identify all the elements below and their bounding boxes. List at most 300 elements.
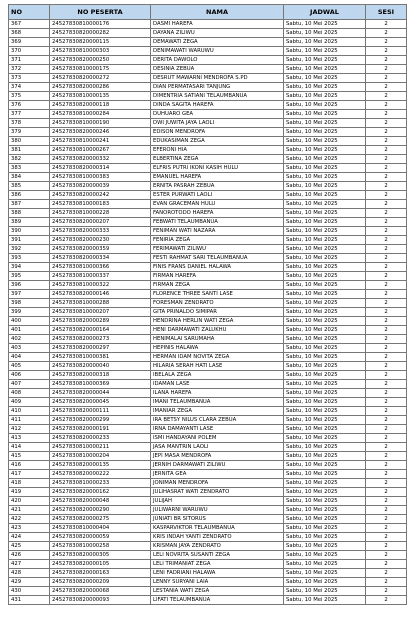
cell-nama: JASA MANTRIN LAOLI xyxy=(151,443,284,452)
cell-sesi: 2 xyxy=(366,254,407,263)
cell-nama: KRIS INDAH YANTI ZENDRATO xyxy=(151,533,284,542)
table-row xyxy=(9,380,407,389)
cell-no-peserta: 24527830820000093 xyxy=(50,596,151,605)
cell-jadwal: Sabtu, 10 Mei 2025 xyxy=(284,389,366,398)
cell-sesi: 2 xyxy=(366,272,407,281)
cell-no-peserta: 24527830820000286 xyxy=(50,83,151,92)
cell-sesi: 2 xyxy=(366,362,407,371)
table-row xyxy=(9,191,407,200)
cell-jadwal: Sabtu, 10 Mei 2025 xyxy=(284,101,366,110)
cell-no-peserta: 24527830810000183 xyxy=(50,200,151,209)
cell-no-peserta: 24527830810000176 xyxy=(50,20,151,29)
table-row xyxy=(9,326,407,335)
table-row xyxy=(9,200,407,209)
cell-no-peserta: 24527830810000211 xyxy=(50,443,151,452)
cell-nama: ELFRIS PUTRI IKONI KASIH HULU xyxy=(151,164,284,173)
cell-sesi: 2 xyxy=(366,398,407,407)
cell-jadwal: Sabtu, 10 Mei 2025 xyxy=(284,317,366,326)
cell-nama: JULIWARNI WARUWU xyxy=(151,506,284,515)
cell-nama: FORESMAN ZENDRATO xyxy=(151,299,284,308)
cell-sesi: 2 xyxy=(366,407,407,416)
cell-sesi: 2 xyxy=(366,164,407,173)
table-row xyxy=(9,542,407,551)
cell-no: 413 xyxy=(9,434,50,443)
cell-sesi: 2 xyxy=(366,470,407,479)
cell-nama: KASPARVIKTOR TELAUMBANUA xyxy=(151,524,284,533)
cell-nama: IRNA DAMAYANTI LASE xyxy=(151,425,284,434)
cell-nama: ESTER PURWATI LAOLI xyxy=(151,191,284,200)
cell-no-peserta: 24527830820000250 xyxy=(50,56,151,65)
cell-nama: DINDA SAGITA HAREFA xyxy=(151,101,284,110)
cell-no-peserta: 24527830810000404 xyxy=(50,524,151,533)
cell-jadwal: Sabtu, 10 Mei 2025 xyxy=(284,452,366,461)
cell-sesi: 2 xyxy=(366,335,407,344)
cell-no-peserta: 24527830820000146 xyxy=(50,290,151,299)
table-row xyxy=(9,461,407,470)
cell-sesi: 2 xyxy=(366,137,407,146)
table-row xyxy=(9,83,407,92)
cell-no: 391 xyxy=(9,236,50,245)
cell-no-peserta: 24527830820000209 xyxy=(50,578,151,587)
table-row xyxy=(9,344,407,353)
cell-sesi: 2 xyxy=(366,371,407,380)
table-row xyxy=(9,497,407,506)
cell-nama: EMANUEL HAREFA xyxy=(151,173,284,182)
table-row xyxy=(9,164,407,173)
table-row xyxy=(9,425,407,434)
cell-no: 428 xyxy=(9,569,50,578)
cell-no: 370 xyxy=(9,47,50,56)
cell-no: 375 xyxy=(9,92,50,101)
table-row xyxy=(9,227,407,236)
table-body xyxy=(9,20,407,605)
table-row xyxy=(9,263,407,272)
table-row xyxy=(9,524,407,533)
cell-sesi: 2 xyxy=(366,173,407,182)
cell-jadwal: Sabtu, 10 Mei 2025 xyxy=(284,263,366,272)
cell-no: 376 xyxy=(9,101,50,110)
table-row xyxy=(9,119,407,128)
cell-nama: FLORENCE THREE SANTI LASE xyxy=(151,290,284,299)
table-row xyxy=(9,578,407,587)
cell-jadwal: Sabtu, 10 Mei 2025 xyxy=(284,560,366,569)
cell-no: 389 xyxy=(9,218,50,227)
table-row xyxy=(9,389,407,398)
cell-no: 371 xyxy=(9,56,50,65)
cell-jadwal: Sabtu, 10 Mei 2025 xyxy=(284,443,366,452)
cell-nama: DESINIA ZEBUA xyxy=(151,65,284,74)
cell-jadwal: Sabtu, 10 Mei 2025 xyxy=(284,506,366,515)
cell-no: 367 xyxy=(9,20,50,29)
cell-no: 377 xyxy=(9,110,50,119)
cell-nama: KRISMAN JAYA ZENDRATO xyxy=(151,542,284,551)
cell-no-peserta: 24527830810000267 xyxy=(50,146,151,155)
cell-jadwal: Sabtu, 10 Mei 2025 xyxy=(284,470,366,479)
cell-nama: LELI NOVRITA SUSANTI ZEGA xyxy=(151,551,284,560)
cell-sesi: 2 xyxy=(366,227,407,236)
cell-nama: HEPINIS HALAWA xyxy=(151,344,284,353)
cell-nama: DAYANA ZILIWU xyxy=(151,29,284,38)
cell-sesi: 2 xyxy=(366,560,407,569)
table-row xyxy=(9,182,407,191)
cell-no-peserta: 24527830820000314 xyxy=(50,164,151,173)
cell-no: 415 xyxy=(9,452,50,461)
table-row xyxy=(9,533,407,542)
cell-no: 412 xyxy=(9,425,50,434)
header-jadwal: JADWAL xyxy=(284,5,366,20)
cell-no-peserta: 24527830820000289 xyxy=(50,317,151,326)
cell-no-peserta: 24527830810000135 xyxy=(50,92,151,101)
cell-no: 407 xyxy=(9,380,50,389)
cell-jadwal: Sabtu, 10 Mei 2025 xyxy=(284,47,366,56)
cell-nama: ELBERTINA ZEGA xyxy=(151,155,284,164)
cell-no: 411 xyxy=(9,416,50,425)
cell-jadwal: Sabtu, 10 Mei 2025 xyxy=(284,56,366,65)
cell-sesi: 2 xyxy=(366,263,407,272)
participant-table xyxy=(8,4,407,605)
table-row xyxy=(9,488,407,497)
cell-jadwal: Sabtu, 10 Mei 2025 xyxy=(284,137,366,146)
cell-no: 429 xyxy=(9,578,50,587)
cell-sesi: 2 xyxy=(366,533,407,542)
cell-no-peserta: 24527830820000059 xyxy=(50,533,151,542)
cell-jadwal: Sabtu, 10 Mei 2025 xyxy=(284,200,366,209)
cell-sesi: 2 xyxy=(366,47,407,56)
cell-nama: EFERONI HIA xyxy=(151,146,284,155)
cell-no: 400 xyxy=(9,317,50,326)
cell-sesi: 2 xyxy=(366,308,407,317)
cell-jadwal: Sabtu, 10 Mei 2025 xyxy=(284,254,366,263)
cell-no-peserta: 24527830820000111 xyxy=(50,407,151,416)
cell-no-peserta: 24527830820000272 xyxy=(50,74,151,83)
cell-nama: FESTI RAHMAT SARI TELAUMBANUA xyxy=(151,254,284,263)
cell-nama: ISMI HANDAYANI POLEM xyxy=(151,434,284,443)
table-row xyxy=(9,290,407,299)
cell-nama: IMANIAR ZEGA xyxy=(151,407,284,416)
cell-no: 420 xyxy=(9,497,50,506)
cell-sesi: 2 xyxy=(366,497,407,506)
table-row xyxy=(9,236,407,245)
table-row xyxy=(9,569,407,578)
cell-no: 393 xyxy=(9,254,50,263)
cell-jadwal: Sabtu, 10 Mei 2025 xyxy=(284,290,366,299)
cell-no-peserta: 24527830820000162 xyxy=(50,488,151,497)
cell-nama: FENIRIA ZEGA xyxy=(151,236,284,245)
cell-no: 424 xyxy=(9,533,50,542)
cell-no: 406 xyxy=(9,371,50,380)
cell-sesi: 2 xyxy=(366,569,407,578)
cell-no-peserta: 24527830820000233 xyxy=(50,434,151,443)
cell-nama: DERITA DAWOLO xyxy=(151,56,284,65)
cell-no-peserta: 24527830820000297 xyxy=(50,344,151,353)
cell-no: 430 xyxy=(9,587,50,596)
cell-nama: DIAN PERMATASARI TANJUNG xyxy=(151,83,284,92)
cell-sesi: 2 xyxy=(366,389,407,398)
header-sesi: SESI xyxy=(366,5,407,20)
cell-no-peserta: 24527830810000175 xyxy=(50,65,151,74)
cell-no-peserta: 24527830810000207 xyxy=(50,308,151,317)
cell-sesi: 2 xyxy=(366,92,407,101)
cell-sesi: 2 xyxy=(366,155,407,164)
cell-no: 409 xyxy=(9,398,50,407)
table-row xyxy=(9,398,407,407)
cell-nama: FENIMAN WATI NAZARA xyxy=(151,227,284,236)
cell-nama: HERMAN IDAM NOVITA ZEGA xyxy=(151,353,284,362)
cell-no: 414 xyxy=(9,443,50,452)
cell-no: 431 xyxy=(9,596,50,605)
cell-sesi: 2 xyxy=(366,587,407,596)
cell-nama: JERNIH DARMAWATI ZILIWU xyxy=(151,461,284,470)
cell-sesi: 2 xyxy=(366,119,407,128)
cell-sesi: 2 xyxy=(366,209,407,218)
cell-no-peserta: 24527830810000383 xyxy=(50,173,151,182)
cell-sesi: 2 xyxy=(366,200,407,209)
cell-jadwal: Sabtu, 10 Mei 2025 xyxy=(284,425,366,434)
cell-nama: FERIMAWATI ZILIWU xyxy=(151,245,284,254)
table-row xyxy=(9,434,407,443)
table-row xyxy=(9,317,407,326)
cell-jadwal: Sabtu, 10 Mei 2025 xyxy=(284,515,366,524)
cell-no: 422 xyxy=(9,515,50,524)
cell-no: 372 xyxy=(9,65,50,74)
cell-sesi: 2 xyxy=(366,416,407,425)
cell-jadwal: Sabtu, 10 Mei 2025 xyxy=(284,182,366,191)
cell-sesi: 2 xyxy=(366,506,407,515)
cell-nama: DUHUARO GEA xyxy=(151,110,284,119)
cell-nama: HENI DARMAWATI ZALUKHU xyxy=(151,326,284,335)
table-row xyxy=(9,29,407,38)
table-row xyxy=(9,173,407,182)
table-row xyxy=(9,299,407,308)
cell-no: 401 xyxy=(9,326,50,335)
cell-jadwal: Sabtu, 10 Mei 2025 xyxy=(284,344,366,353)
cell-no-peserta: 24527830820000299 xyxy=(50,416,151,425)
cell-no-peserta: 24527830820000359 xyxy=(50,245,151,254)
cell-jadwal: Sabtu, 10 Mei 2025 xyxy=(284,227,366,236)
cell-no: 397 xyxy=(9,290,50,299)
cell-nama: HILARIA SERAH HATI LASE xyxy=(151,362,284,371)
cell-no-peserta: 24527830810000190 xyxy=(50,119,151,128)
table-row xyxy=(9,92,407,101)
cell-no-peserta: 24527830810000381 xyxy=(50,353,151,362)
cell-sesi: 2 xyxy=(366,452,407,461)
cell-nama: LELI TRIMANIAT ZEGA xyxy=(151,560,284,569)
cell-no-peserta: 24527830820000242 xyxy=(50,191,151,200)
cell-nama: FANOROTODO HAREFA xyxy=(151,209,284,218)
cell-jadwal: Sabtu, 10 Mei 2025 xyxy=(284,38,366,47)
cell-jadwal: Sabtu, 10 Mei 2025 xyxy=(284,209,366,218)
cell-sesi: 2 xyxy=(366,542,407,551)
cell-nama: DWI JUWITA JAYA LAOLI xyxy=(151,119,284,128)
cell-sesi: 2 xyxy=(366,524,407,533)
cell-no-peserta: 24527830820000222 xyxy=(50,470,151,479)
cell-jadwal: Sabtu, 10 Mei 2025 xyxy=(284,551,366,560)
cell-jadwal: Sabtu, 10 Mei 2025 xyxy=(284,272,366,281)
cell-no: 405 xyxy=(9,362,50,371)
table-row xyxy=(9,560,407,569)
table-row xyxy=(9,245,407,254)
cell-no: 416 xyxy=(9,461,50,470)
cell-jadwal: Sabtu, 10 Mei 2025 xyxy=(284,542,366,551)
cell-no: 369 xyxy=(9,38,50,47)
cell-no: 423 xyxy=(9,524,50,533)
cell-no: 394 xyxy=(9,263,50,272)
cell-no-peserta: 24527830810000258 xyxy=(50,542,151,551)
cell-jadwal: Sabtu, 10 Mei 2025 xyxy=(284,524,366,533)
table-row xyxy=(9,38,407,47)
cell-jadwal: Sabtu, 10 Mei 2025 xyxy=(284,596,366,605)
table-row xyxy=(9,110,407,119)
cell-nama: LENNY SURYANI LAIA xyxy=(151,578,284,587)
cell-jadwal: Sabtu, 10 Mei 2025 xyxy=(284,398,366,407)
cell-nama: DESRUT MAWARNI MENDROFA S.PD xyxy=(151,74,284,83)
cell-jadwal: Sabtu, 10 Mei 2025 xyxy=(284,164,366,173)
cell-nama: DENIMAWATI WARUWU xyxy=(151,47,284,56)
cell-no: 382 xyxy=(9,155,50,164)
cell-no-peserta: 24527830820000044 xyxy=(50,389,151,398)
table-row xyxy=(9,281,407,290)
cell-no: 410 xyxy=(9,407,50,416)
cell-no-peserta: 24527830810000337 xyxy=(50,272,151,281)
cell-no-peserta: 24527830820000246 xyxy=(50,128,151,137)
cell-sesi: 2 xyxy=(366,344,407,353)
cell-no: 399 xyxy=(9,308,50,317)
table-row xyxy=(9,218,407,227)
cell-jadwal: Sabtu, 10 Mei 2025 xyxy=(284,587,366,596)
cell-nama: ERNITA PASRAH ZEBUA xyxy=(151,182,284,191)
cell-no: 417 xyxy=(9,470,50,479)
table-row xyxy=(9,335,407,344)
cell-no-peserta: 24527830820000230 xyxy=(50,236,151,245)
cell-no-peserta: 24527830810000322 xyxy=(50,281,151,290)
header-no: NO xyxy=(9,5,50,20)
cell-jadwal: Sabtu, 10 Mei 2025 xyxy=(284,497,366,506)
cell-sesi: 2 xyxy=(366,83,407,92)
cell-jadwal: Sabtu, 10 Mei 2025 xyxy=(284,218,366,227)
cell-no-peserta: 24527830820000333 xyxy=(50,227,151,236)
cell-sesi: 2 xyxy=(366,551,407,560)
cell-nama: DASMI HAREFA xyxy=(151,20,284,29)
cell-jadwal: Sabtu, 10 Mei 2025 xyxy=(284,362,366,371)
cell-sesi: 2 xyxy=(366,326,407,335)
cell-no: 398 xyxy=(9,299,50,308)
cell-nama: FIRMAN ZEGA xyxy=(151,281,284,290)
table-row xyxy=(9,254,407,263)
cell-jadwal: Sabtu, 10 Mei 2025 xyxy=(284,92,366,101)
cell-no: 395 xyxy=(9,272,50,281)
table-row xyxy=(9,470,407,479)
cell-nama: EDUKASIMAN ZEGA xyxy=(151,137,284,146)
cell-sesi: 2 xyxy=(366,110,407,119)
cell-no: 404 xyxy=(9,353,50,362)
cell-jadwal: Sabtu, 10 Mei 2025 xyxy=(284,335,366,344)
cell-no-peserta: 24527830820000115 xyxy=(50,38,151,47)
cell-no-peserta: 24527830820000039 xyxy=(50,182,151,191)
table-row xyxy=(9,146,407,155)
cell-sesi: 2 xyxy=(366,434,407,443)
cell-jadwal: Sabtu, 10 Mei 2025 xyxy=(284,29,366,38)
cell-no: 379 xyxy=(9,128,50,137)
cell-no-peserta: 24527830810000228 xyxy=(50,209,151,218)
cell-no: 386 xyxy=(9,191,50,200)
cell-no: 368 xyxy=(9,29,50,38)
cell-nama: LESTANIA WATI ZEGA xyxy=(151,587,284,596)
cell-jadwal: Sabtu, 10 Mei 2025 xyxy=(284,488,366,497)
cell-nama: JERNITA GEA xyxy=(151,470,284,479)
cell-no-peserta: 24527830810000241 xyxy=(50,137,151,146)
cell-nama: IMANI TELAUMBANUA xyxy=(151,398,284,407)
cell-no: 396 xyxy=(9,281,50,290)
cell-jadwal: Sabtu, 10 Mei 2025 xyxy=(284,245,366,254)
cell-no-peserta: 24527830820000334 xyxy=(50,254,151,263)
table-header xyxy=(9,5,407,20)
cell-nama: IRA BETSY NILUS CLARA ZEBUA xyxy=(151,416,284,425)
cell-no: 427 xyxy=(9,560,50,569)
cell-no-peserta: 24527830820000045 xyxy=(50,398,151,407)
table-row xyxy=(9,587,407,596)
cell-sesi: 2 xyxy=(366,353,407,362)
cell-nama: EVAN GRACEMAN HULU xyxy=(151,200,284,209)
table-row xyxy=(9,407,407,416)
cell-jadwal: Sabtu, 10 Mei 2025 xyxy=(284,461,366,470)
cell-nama: IBELALA ZEGA xyxy=(151,371,284,380)
header-no-peserta: NO PESERTA xyxy=(50,5,151,20)
cell-no-peserta: 24527830820000275 xyxy=(50,515,151,524)
table-row xyxy=(9,137,407,146)
cell-jadwal: Sabtu, 10 Mei 2025 xyxy=(284,533,366,542)
cell-sesi: 2 xyxy=(366,488,407,497)
table-row xyxy=(9,506,407,515)
cell-nama: LENI FADRIANI HALAWA xyxy=(151,569,284,578)
cell-sesi: 2 xyxy=(366,290,407,299)
cell-jadwal: Sabtu, 10 Mei 2025 xyxy=(284,371,366,380)
cell-no-peserta: 24527830820000282 xyxy=(50,29,151,38)
cell-jadwal: Sabtu, 10 Mei 2025 xyxy=(284,416,366,425)
cell-sesi: 2 xyxy=(366,380,407,389)
cell-no-peserta: 24527830820000048 xyxy=(50,497,151,506)
cell-sesi: 2 xyxy=(366,20,407,29)
cell-sesi: 2 xyxy=(366,317,407,326)
table-row xyxy=(9,128,407,137)
cell-no-peserta: 24527830820000332 xyxy=(50,155,151,164)
cell-no-peserta: 24527830820000163 xyxy=(50,569,151,578)
cell-jadwal: Sabtu, 10 Mei 2025 xyxy=(284,326,366,335)
cell-no-peserta: 24527830820000118 xyxy=(50,101,151,110)
cell-jadwal: Sabtu, 10 Mei 2025 xyxy=(284,128,366,137)
cell-jadwal: Sabtu, 10 Mei 2025 xyxy=(284,155,366,164)
cell-jadwal: Sabtu, 10 Mei 2025 xyxy=(284,434,366,443)
cell-sesi: 2 xyxy=(366,218,407,227)
header-nama: NAMA xyxy=(151,5,284,20)
cell-no-peserta: 24527830810000288 xyxy=(50,299,151,308)
table-row xyxy=(9,371,407,380)
cell-jadwal: Sabtu, 10 Mei 2025 xyxy=(284,74,366,83)
cell-no: 380 xyxy=(9,137,50,146)
cell-no: 425 xyxy=(9,542,50,551)
cell-no-peserta: 24527830820000135 xyxy=(50,461,151,470)
cell-jadwal: Sabtu, 10 Mei 2025 xyxy=(284,299,366,308)
cell-sesi: 2 xyxy=(366,461,407,470)
cell-no-peserta: 24527830820000273 xyxy=(50,335,151,344)
table-row xyxy=(9,56,407,65)
cell-sesi: 2 xyxy=(366,236,407,245)
table-row xyxy=(9,443,407,452)
cell-no-peserta: 24527830810000233 xyxy=(50,479,151,488)
table-row xyxy=(9,101,407,110)
cell-sesi: 2 xyxy=(366,245,407,254)
cell-nama: HENDRINA HERLIN WATI ZEGA xyxy=(151,317,284,326)
table-row xyxy=(9,155,407,164)
